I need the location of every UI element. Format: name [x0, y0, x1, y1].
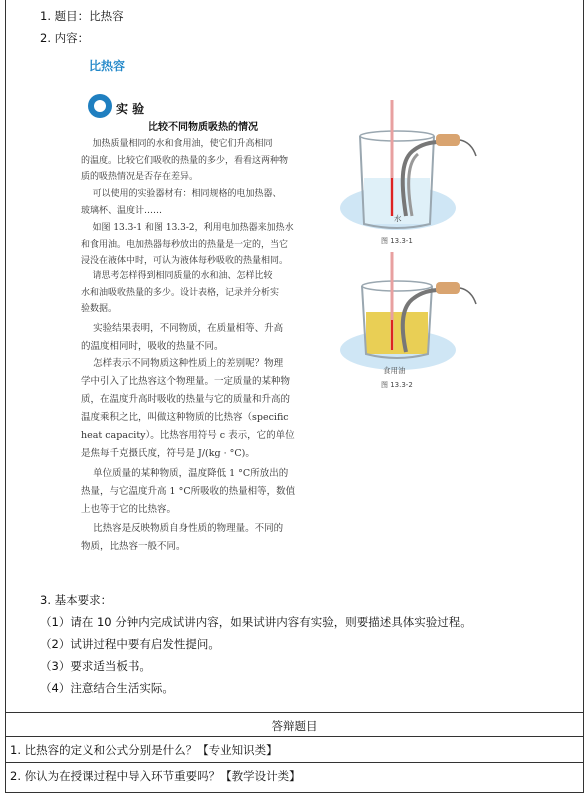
- exam-sheet: [5, 0, 584, 793]
- fig2-caption: 图 13.3-2: [381, 381, 413, 389]
- body-paragraph: 实验结果表明，不同物质，在质量相等、升高 的温度相同时，吸收的热量不同。: [81, 323, 284, 352]
- experiment-label: 实 验: [116, 102, 145, 116]
- experiment-icon: [88, 94, 112, 118]
- exp-paragraph: 可以使用的实验器材有：相同规格的电加热器、 玻璃杯、温度计……: [81, 189, 282, 216]
- experiment-title: 比较不同物质吸热的情况: [148, 122, 258, 133]
- section-title: 比热容: [89, 59, 126, 73]
- defense-question-2: 2. 你认为在授课过程中导入环节重要吗？【教学设计类】: [10, 769, 301, 783]
- body-paragraph: 单位质量的某种物质，温度降低 1 °C所放出的 热量，与它温度升高 1 °C所吸收的热量相等，数值 上也等于它的比热容。: [81, 468, 296, 515]
- defense-header: 答辩题目: [271, 719, 318, 733]
- textbook-excerpt: [81, 50, 501, 610]
- requirement-item: （3）要求适当板书。: [40, 659, 151, 673]
- exp-paragraph: 加热质量相同的水和食用油，使它们升高相同 的温度。比较它们吸收的热量的多少，看看这两种物 质的吸热情况是否存在差异。: [81, 139, 289, 182]
- requirement-item: （2）试讲过程中要有启发性提问。: [40, 637, 220, 651]
- content-label: 2. 内容：: [40, 31, 90, 45]
- divider: [6, 712, 583, 713]
- divider: [6, 762, 583, 763]
- requirements-title: 3. 基本要求：: [40, 593, 113, 607]
- exp-paragraph: 请思考怎样得到相同质量的水和油、怎样比较 水和油吸收热量的多少。设计表格，记录并分析实 验数据。: [81, 271, 280, 314]
- topic-line: 1. 题目：比热容: [40, 9, 124, 23]
- body-paragraph: 怎样表示不同物质这种性质上的差别呢？物理 学中引入了比热容这个物理量。一定质量的某种物 质，在温度升高时吸收的热量与它的质量和升高的 温度乘积之比，叫做这种物质的比热容（specific heat capacity）。比热容用符号 c 表示，它的单位 是焦每千克摄氏度，符号是 J/(kg · °C)。: [81, 358, 295, 459]
- fig2-label: 食用油: [383, 366, 406, 375]
- divider: [6, 736, 583, 737]
- requirement-item: （1）请在 10 分钟内完成试讲内容，如果试讲内容有实验，则要描述具体实验过程。: [40, 615, 472, 629]
- fig1-caption: 图 13.3-1: [381, 237, 413, 245]
- fig1-label: 水: [394, 214, 402, 223]
- exp-paragraph: 如图 13.3-1 和图 13.3-2，利用电加热器来加热水 和食用油。电加热器每秒放出的热量是一定的，当它 浸没在液体中时，可认为液体每秒吸收的热量相同。: [81, 223, 294, 266]
- defense-question-1: 1. 比热容的定义和公式分别是什么？【专业知识类】: [10, 743, 278, 757]
- oil-beaker-figure: [336, 250, 486, 378]
- requirement-item: （4）注意结合生活实际。: [40, 681, 174, 695]
- water-beaker-figure: [336, 98, 486, 246]
- body-paragraph: 比热容是反映物质自身性质的物理量。不同的 物质，比热容一般不同。: [81, 523, 284, 552]
